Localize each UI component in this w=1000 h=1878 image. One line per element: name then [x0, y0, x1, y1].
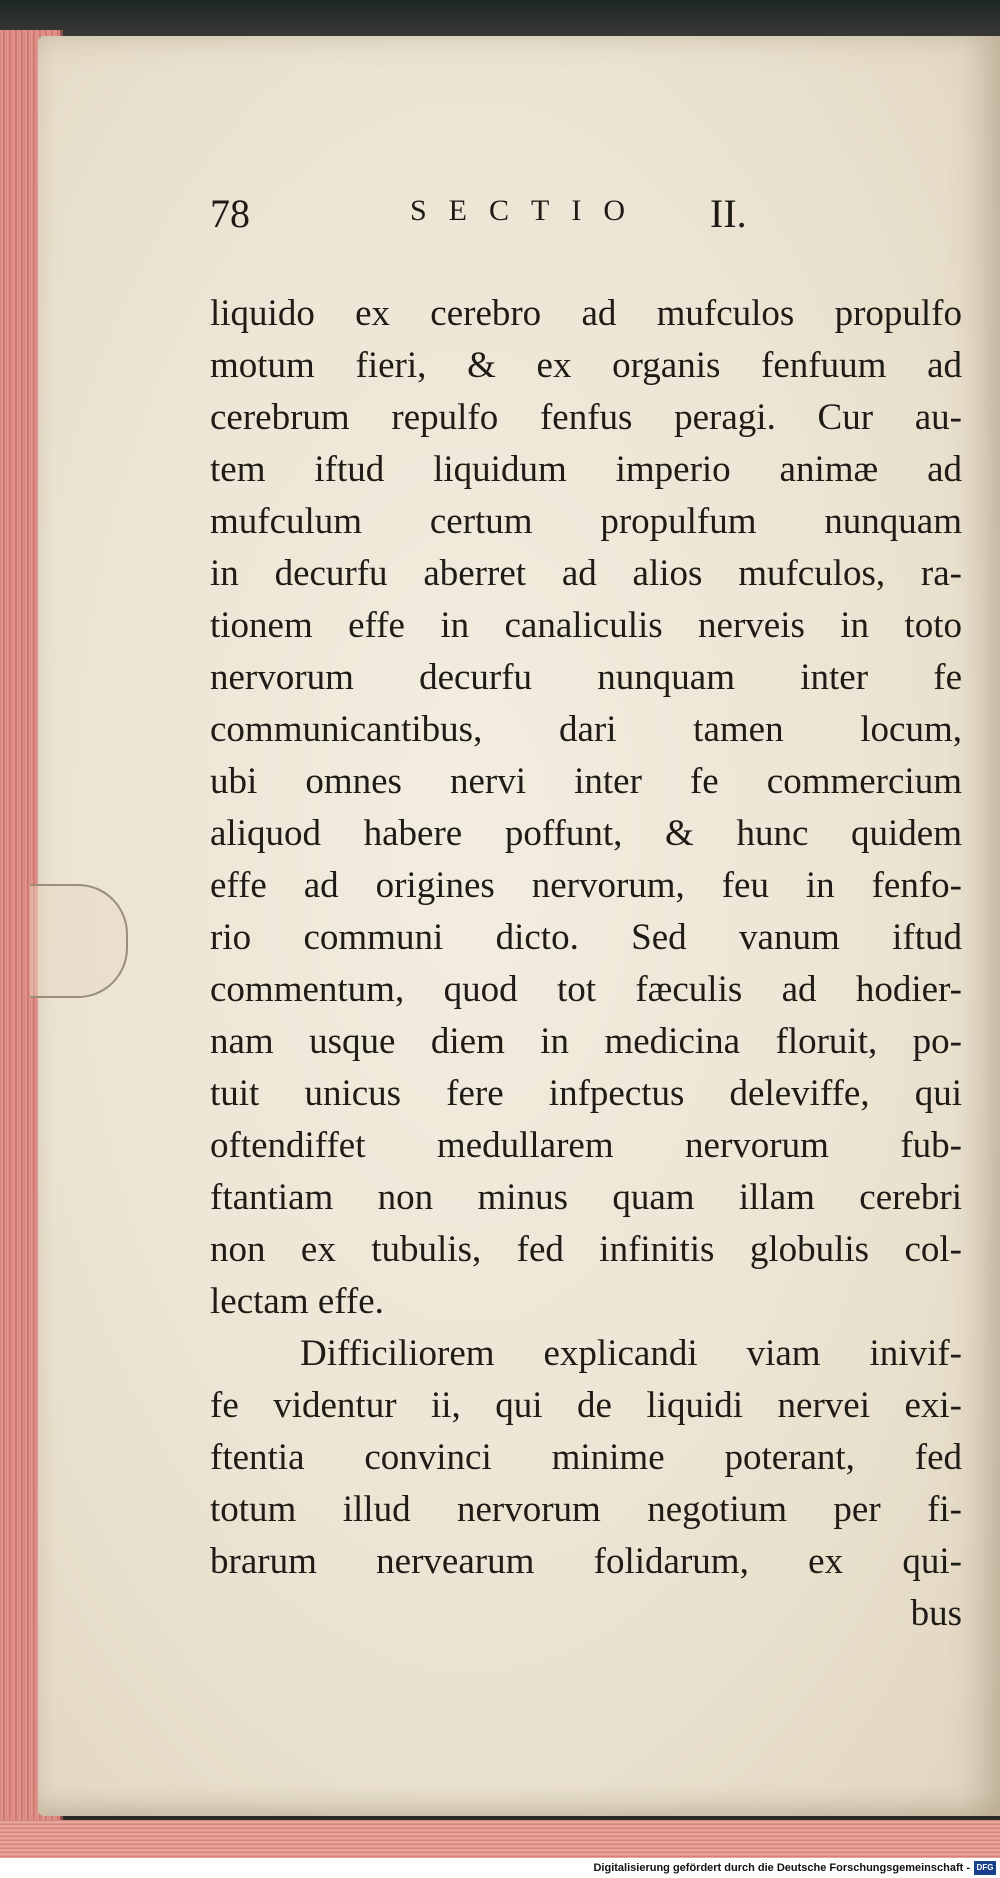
- text-line: ubi omnes nervi inter fe commercium: [210, 761, 962, 802]
- text-line: lectam effe.: [210, 1281, 384, 1322]
- footer-credit: Digitalisierung gefördert durch die Deutsche Forschungsgemeinschaft -: [593, 1862, 970, 1874]
- page-number: 78: [210, 191, 250, 236]
- dfg-logo-icon: DFG: [974, 1861, 996, 1875]
- text-line: ftentia convinci minime poterant, fed: [210, 1437, 962, 1478]
- text-line: fe videntur ii, qui de liquidi nervei exi-: [210, 1385, 962, 1426]
- text-line: tuit unicus fere infpectus deleviffe, qui: [210, 1073, 962, 1114]
- text-line: commentum, quod tot fæculis ad hodier-: [210, 969, 962, 1010]
- page-header: [210, 190, 810, 240]
- text-line: motum fieri, & ex organis fenfuum ad: [210, 345, 962, 386]
- paragraph-start-line: Difficiliorem explicandi viam inivif-: [300, 1333, 962, 1374]
- text-line: totum illud nervorum negotium per fi-: [210, 1489, 962, 1530]
- digitization-footer: [0, 1858, 1000, 1878]
- text-line: tem iftud liquidum imperio animæ ad: [210, 449, 962, 490]
- running-head-numeral: II.: [710, 191, 747, 236]
- text-line: ftantiam non minus quam illam cerebri: [210, 1177, 962, 1218]
- text-line: rio communi dicto. Sed vanum iftud: [210, 917, 962, 958]
- text-line: oftendiffet medullarem nervorum fub-: [210, 1125, 962, 1166]
- text-line: nervorum decurfu nunquam inter fe: [210, 657, 962, 698]
- book-bottom-edge: [0, 1820, 1000, 1860]
- text-line: aliquod habere poffunt, & hunc quidem: [210, 813, 962, 854]
- text-line: non ex tubulis, fed infinitis globulis col-: [210, 1229, 962, 1270]
- text-line: cerebrum repulfo fenfus peragi. Cur au-: [210, 397, 962, 438]
- running-head: SECTIO: [410, 194, 647, 227]
- text-line: in decurfu aberret ad alios mufculos, ra-: [210, 553, 962, 594]
- text-line: nam usque diem in medicina floruit, po-: [210, 1021, 962, 1062]
- scan-background-top: [0, 0, 1000, 40]
- text-line: liquido ex cerebro ad mufculos propulfo: [210, 293, 962, 334]
- text-line: communicantibus, dari tamen locum,: [210, 709, 962, 750]
- body-text: [210, 288, 962, 1640]
- text-line: effe ad origines nervorum, feu in fenfo-: [210, 865, 962, 906]
- text-line: tionem effe in canaliculis nerveis in toto: [210, 605, 962, 646]
- catchword: bus: [910, 1593, 962, 1634]
- text-line: mufculum certum propulfum nunquam: [210, 501, 962, 542]
- bookmark-tab: [30, 884, 128, 998]
- text-line: brarum nervearum folidarum, ex qui-: [210, 1541, 962, 1582]
